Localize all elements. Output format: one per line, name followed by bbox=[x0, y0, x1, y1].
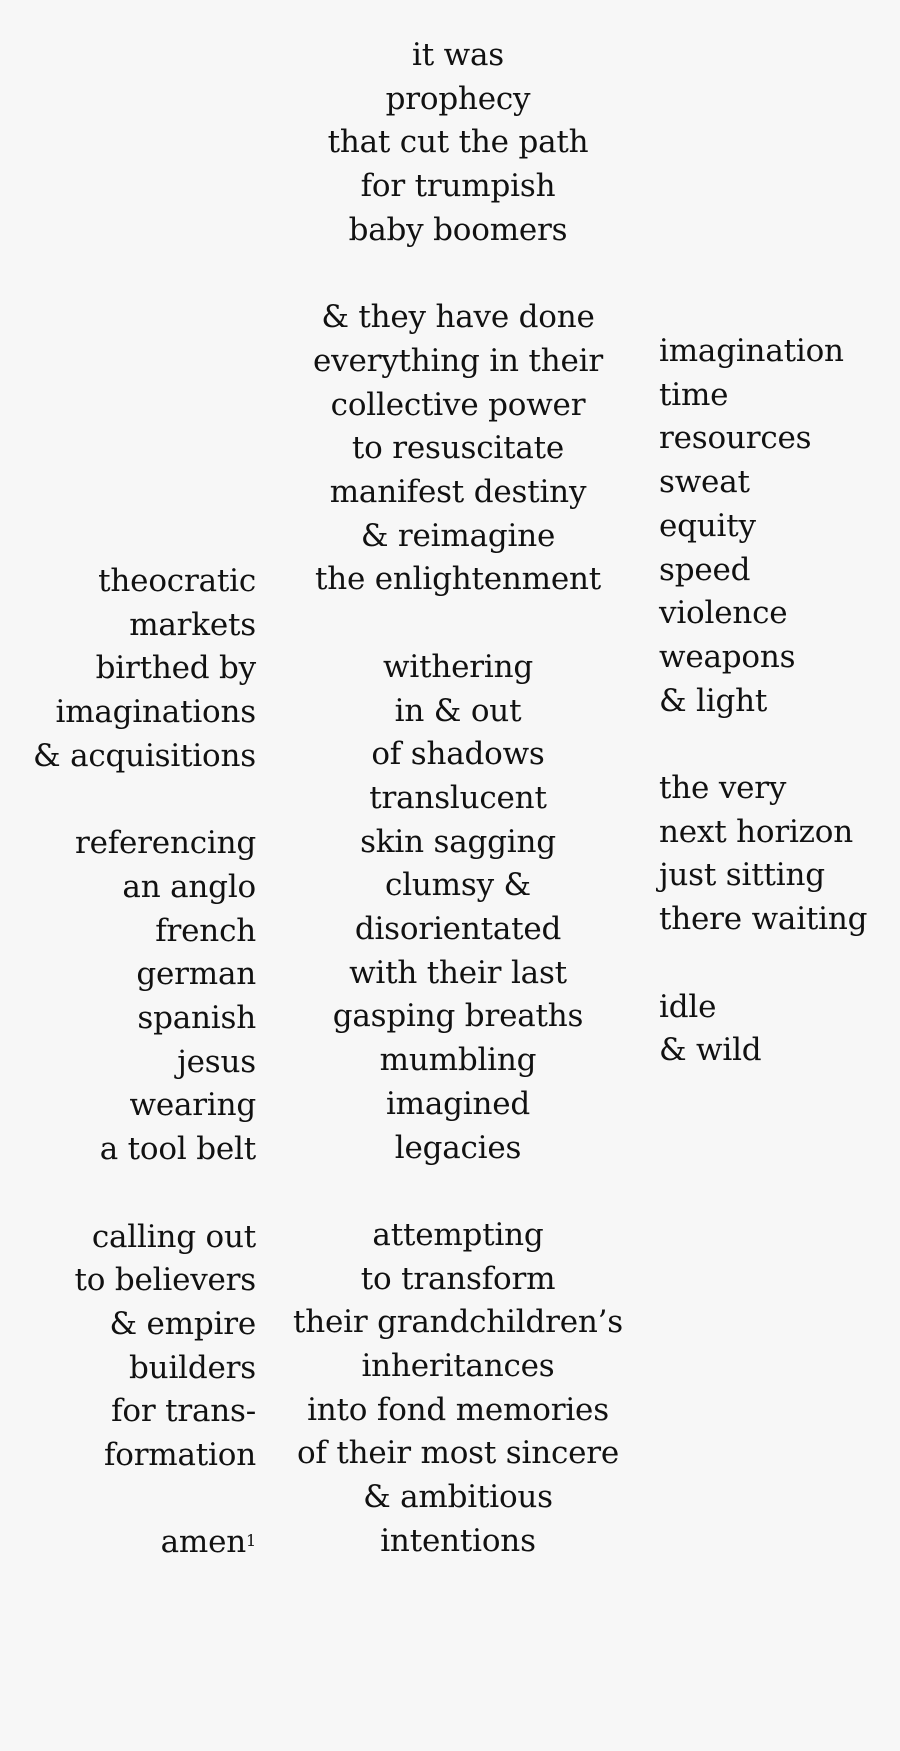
poem-line: sweat bbox=[659, 464, 750, 501]
poem-line: imaginations bbox=[55, 694, 256, 731]
poem-line: an anglo bbox=[122, 868, 256, 905]
right-poem-column bbox=[659, 330, 899, 1073]
poem-line: weapons bbox=[659, 638, 796, 675]
center-stanza-2 bbox=[278, 296, 638, 602]
poem-line: it was bbox=[412, 37, 504, 73]
poem-line: with their last bbox=[349, 954, 567, 991]
poem-line: that cut the path bbox=[327, 124, 589, 161]
poem-line: legacies bbox=[394, 1129, 522, 1166]
poem-line: wearing bbox=[129, 1087, 256, 1124]
poem-line: translucent bbox=[369, 779, 547, 816]
left-stanza-3 bbox=[0, 1216, 256, 1478]
poem-line: spanish bbox=[137, 1000, 256, 1037]
poem-line: withering bbox=[383, 648, 533, 685]
poem-line: just sitting bbox=[659, 857, 825, 894]
poem-line: clumsy & bbox=[385, 867, 531, 904]
poem-line: a tool belt bbox=[99, 1131, 256, 1168]
poem-line: & light bbox=[659, 682, 768, 719]
poem-line: next horizon bbox=[659, 813, 854, 850]
poem-line: theocratic bbox=[98, 563, 256, 599]
poem-line: intentions bbox=[380, 1522, 536, 1559]
poem-line: baby boomers bbox=[348, 211, 568, 248]
right-stanza-2 bbox=[659, 767, 899, 942]
poem-line: collective power bbox=[330, 386, 586, 423]
poem-line: of their most sincere bbox=[296, 1435, 620, 1472]
poem-line: in & out bbox=[394, 692, 522, 729]
poem-line: the very bbox=[659, 770, 787, 807]
poem-line: equity bbox=[659, 507, 756, 544]
poem-line: everything in their bbox=[313, 342, 603, 379]
poem-line: & they have done bbox=[321, 299, 595, 336]
poem-line: the enlightenment bbox=[314, 561, 602, 598]
poem-line: of shadows bbox=[371, 736, 545, 773]
poem-line: manifest destiny bbox=[329, 474, 587, 511]
poem-line: imagined bbox=[385, 1085, 531, 1122]
poem-line: inheritances bbox=[361, 1348, 555, 1385]
poem-line: & acquisitions bbox=[33, 737, 256, 774]
left-stanza-1 bbox=[0, 560, 256, 779]
poem-line: prophecy bbox=[385, 80, 531, 117]
poem-line: to transform bbox=[360, 1260, 556, 1297]
poem-line: formation bbox=[103, 1437, 256, 1474]
poem-line: violence bbox=[659, 595, 788, 632]
poem-line: disorientated bbox=[354, 911, 562, 948]
right-stanza-1 bbox=[659, 330, 899, 723]
poem-line: & ambitious bbox=[363, 1479, 553, 1516]
center-stanza-3 bbox=[278, 646, 638, 1170]
left-stanza-4 bbox=[0, 1521, 256, 1565]
poem-line: & wild bbox=[659, 1032, 762, 1069]
poem-line: attempting bbox=[372, 1216, 544, 1253]
left-poem-column bbox=[0, 560, 256, 1565]
poem-line: imagination bbox=[659, 333, 844, 369]
poem-line: for trans- bbox=[111, 1393, 256, 1430]
center-stanza-1 bbox=[278, 34, 638, 253]
poem-line: their grandchildren’s bbox=[292, 1304, 623, 1341]
footnote-mark: 1 bbox=[246, 1531, 256, 1551]
poem-line: german bbox=[136, 956, 256, 993]
poem-line: into fond memories bbox=[307, 1391, 609, 1428]
center-poem-column bbox=[278, 34, 638, 1564]
poem-line: birthed by bbox=[95, 650, 256, 687]
poem-line: to resuscitate bbox=[351, 430, 565, 467]
poem-line: calling out bbox=[91, 1218, 256, 1255]
poem-line: & reimagine bbox=[360, 517, 556, 554]
poem-line: time bbox=[659, 376, 729, 413]
poem-line: mumbling bbox=[379, 1042, 537, 1079]
right-stanza-3 bbox=[659, 986, 899, 1073]
poem-line: jesus bbox=[177, 1043, 256, 1080]
poem-line: referencing bbox=[75, 825, 256, 862]
poem-line: skin sagging bbox=[360, 823, 556, 860]
poem-line: speed bbox=[659, 551, 751, 588]
poem-line-amen bbox=[0, 1521, 256, 1565]
poem-line: & empire bbox=[109, 1305, 256, 1342]
poem-line: french bbox=[155, 912, 256, 949]
poem-line: there waiting bbox=[659, 901, 868, 938]
poem-line: for trumpish bbox=[360, 168, 556, 205]
poem-line: idle bbox=[659, 988, 717, 1025]
amen-text: amen bbox=[160, 1524, 247, 1561]
left-stanza-2 bbox=[0, 822, 256, 1172]
poem-line: builders bbox=[129, 1349, 256, 1386]
center-stanza-4 bbox=[278, 1214, 638, 1564]
poem-line: gasping breaths bbox=[332, 998, 584, 1035]
poem-line: markets bbox=[129, 606, 256, 643]
poem-line: resources bbox=[659, 420, 812, 457]
poem-line: to believers bbox=[74, 1262, 256, 1299]
